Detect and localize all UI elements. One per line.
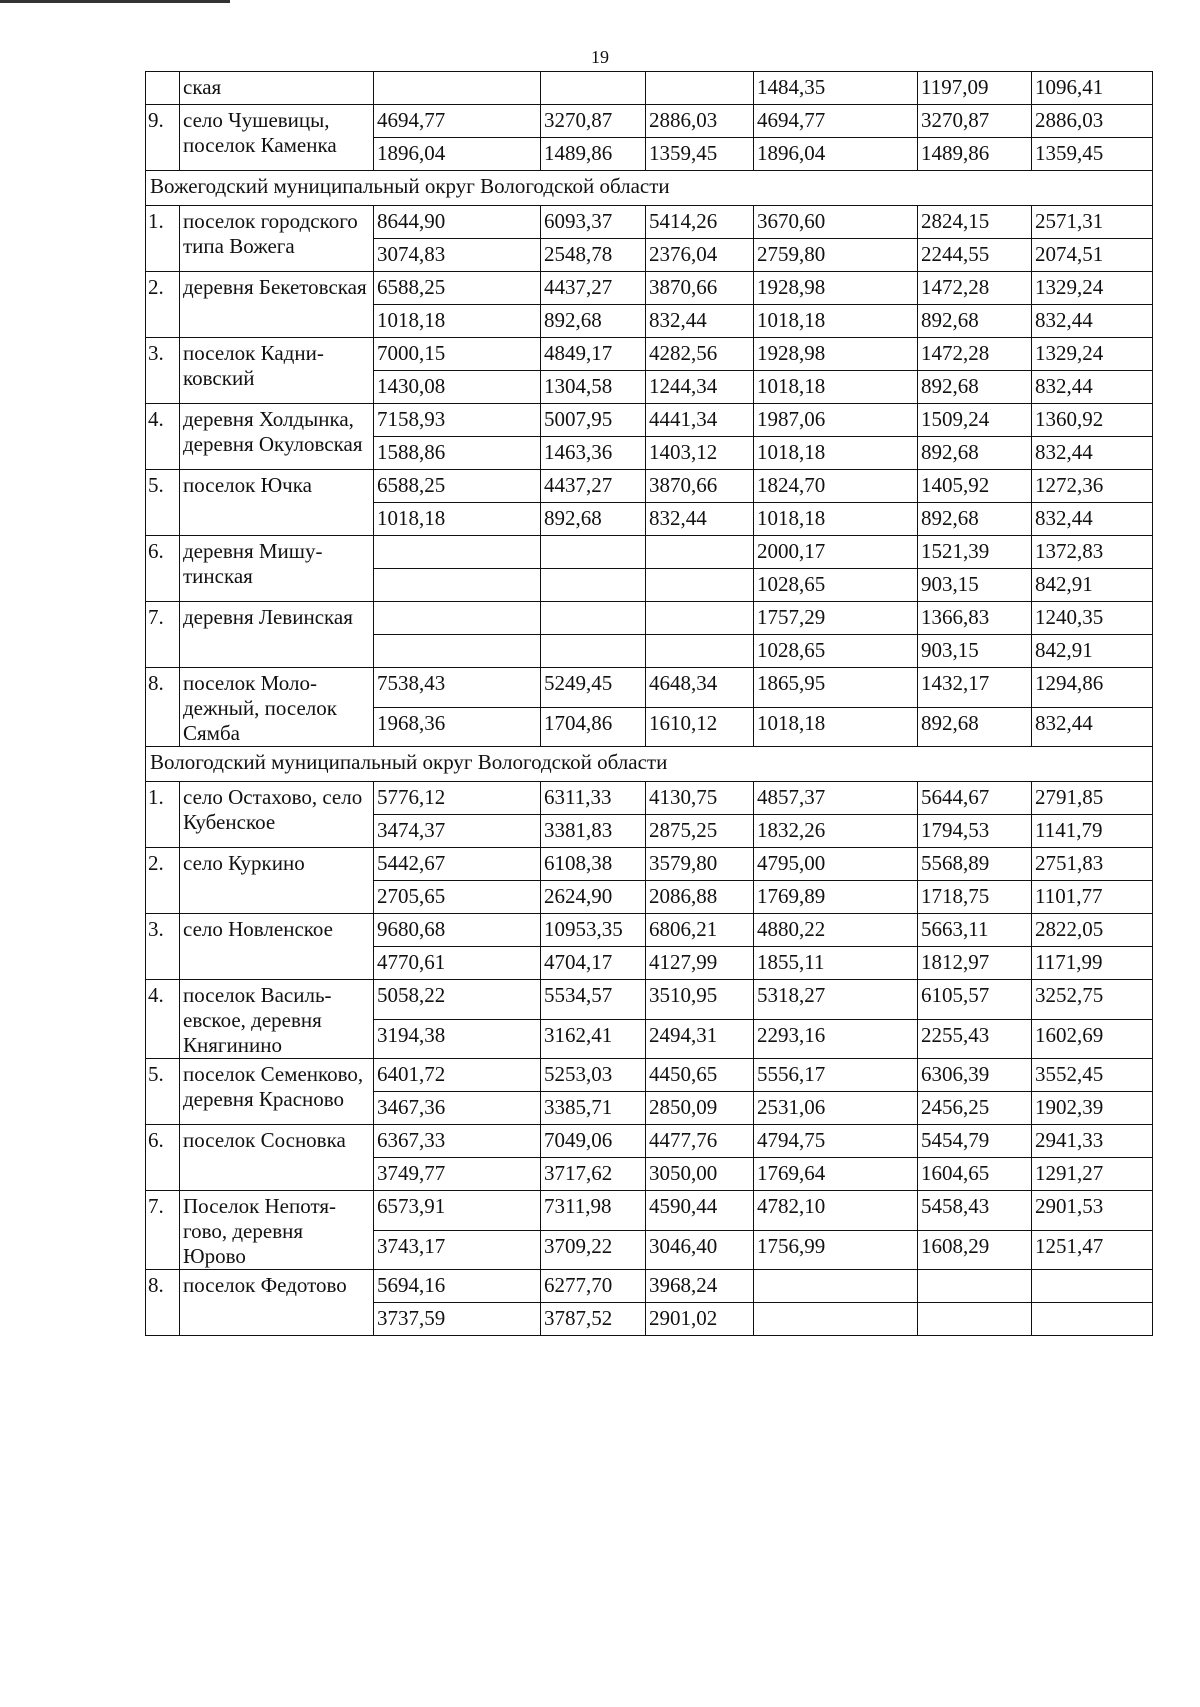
value-cell: 7311,98: [541, 1191, 646, 1231]
value-cell: 2705,65: [374, 881, 541, 914]
value-cell: 1794,53: [918, 815, 1032, 848]
settlement-name: поселок городского типа Вожега: [180, 206, 374, 272]
value-cell: 1812,97: [918, 947, 1032, 980]
value-cell: 3162,41: [541, 1019, 646, 1059]
value-cell: 1472,28: [918, 338, 1032, 371]
settlement-name: деревня Бекетовская: [180, 272, 374, 338]
value-cell: 2901,02: [646, 1303, 754, 1336]
value-cell: 3709,22: [541, 1230, 646, 1270]
value-cell: 1360,92: [1032, 404, 1153, 437]
value-cell: 1896,04: [754, 138, 918, 171]
value-cell: 4127,99: [646, 947, 754, 980]
value-cell: 3749,77: [374, 1158, 541, 1191]
value-cell: 832,44: [646, 503, 754, 536]
value-cell: 903,15: [918, 569, 1032, 602]
value-cell: 4130,75: [646, 782, 754, 815]
value-cell: 1832,26: [754, 815, 918, 848]
value-cell: 2244,55: [918, 239, 1032, 272]
value-cell: 2255,43: [918, 1019, 1032, 1059]
table-row: [146, 272, 1153, 305]
value-cell: 6588,25: [374, 272, 541, 305]
value-cell: 1240,35: [1032, 602, 1153, 635]
value-cell: 5058,22: [374, 980, 541, 1020]
value-cell: 4795,00: [754, 848, 918, 881]
value-cell: 3787,52: [541, 1303, 646, 1336]
value-cell: 1928,98: [754, 338, 918, 371]
value-cell: 5568,89: [918, 848, 1032, 881]
value-cell: 1272,36: [1032, 470, 1153, 503]
value-cell: 2000,17: [754, 536, 918, 569]
value-cell: 3968,24: [646, 1270, 754, 1303]
value-cell: 7538,43: [374, 668, 541, 708]
value-cell: 1018,18: [754, 305, 918, 338]
table-body: [146, 72, 1153, 1336]
value-cell: 1197,09: [918, 72, 1032, 105]
value-cell: 1359,45: [646, 138, 754, 171]
settlement-name: деревня Мишутинская: [180, 536, 374, 602]
value-cell: 1610,12: [646, 707, 754, 747]
value-cell: [374, 536, 541, 569]
value-cell: 832,44: [1032, 371, 1153, 404]
value-cell: [374, 569, 541, 602]
row-number: 1.: [146, 782, 180, 848]
value-cell: 1294,86: [1032, 668, 1153, 708]
value-cell: [918, 1270, 1032, 1303]
value-cell: [918, 1303, 1032, 1336]
settlement-name: поселок Семенково, деревня Красново: [180, 1059, 374, 1125]
value-cell: 3737,59: [374, 1303, 541, 1336]
value-cell: 1896,04: [374, 138, 541, 171]
value-cell: 1509,24: [918, 404, 1032, 437]
value-cell: 1028,65: [754, 635, 918, 668]
value-cell: 1521,39: [918, 536, 1032, 569]
value-cell: [646, 635, 754, 668]
value-cell: 3074,83: [374, 239, 541, 272]
value-cell: 1902,39: [1032, 1092, 1153, 1125]
settlement-name: деревня Холдынка, деревня Окуловская: [180, 404, 374, 470]
value-cell: 1769,89: [754, 881, 918, 914]
value-cell: 1018,18: [754, 503, 918, 536]
value-cell: [646, 72, 754, 105]
row-number: 4.: [146, 404, 180, 470]
value-cell: 903,15: [918, 635, 1032, 668]
value-cell: 3385,71: [541, 1092, 646, 1125]
value-cell: [541, 569, 646, 602]
table-row: [146, 1059, 1153, 1092]
value-cell: 5694,16: [374, 1270, 541, 1303]
value-cell: 1604,65: [918, 1158, 1032, 1191]
value-cell: 3743,17: [374, 1230, 541, 1270]
value-cell: 892,68: [918, 437, 1032, 470]
value-cell: 5556,17: [754, 1059, 918, 1092]
value-cell: [374, 72, 541, 105]
row-number: 2.: [146, 272, 180, 338]
value-cell: 1757,29: [754, 602, 918, 635]
value-cell: 1359,45: [1032, 138, 1153, 171]
value-cell: 1251,47: [1032, 1230, 1153, 1270]
value-cell: 3870,66: [646, 272, 754, 305]
value-cell: 4782,10: [754, 1191, 918, 1231]
value-cell: 4857,37: [754, 782, 918, 815]
value-cell: 1928,98: [754, 272, 918, 305]
value-cell: 3194,38: [374, 1019, 541, 1059]
value-cell: 3717,62: [541, 1158, 646, 1191]
row-number: 5.: [146, 470, 180, 536]
row-number: 2.: [146, 848, 180, 914]
value-cell: [541, 72, 646, 105]
value-cell: 2376,04: [646, 239, 754, 272]
value-cell: 3270,87: [541, 105, 646, 138]
value-cell: 1608,29: [918, 1230, 1032, 1270]
row-number: 9.: [146, 105, 180, 171]
row-number: 4.: [146, 980, 180, 1059]
section-row: [146, 171, 1153, 206]
value-cell: 6806,21: [646, 914, 754, 947]
table-row: [146, 470, 1153, 503]
value-cell: 1018,18: [374, 503, 541, 536]
value-cell: 2571,31: [1032, 206, 1153, 239]
value-cell: 6108,38: [541, 848, 646, 881]
table-row: [146, 848, 1153, 881]
table-row: [146, 338, 1153, 371]
value-cell: 832,44: [1032, 707, 1153, 747]
value-cell: 3474,37: [374, 815, 541, 848]
value-cell: 832,44: [1032, 437, 1153, 470]
value-cell: 892,68: [541, 503, 646, 536]
value-cell: 6093,37: [541, 206, 646, 239]
value-cell: [646, 569, 754, 602]
value-cell: 2875,25: [646, 815, 754, 848]
value-cell: 5458,43: [918, 1191, 1032, 1231]
value-cell: 6588,25: [374, 470, 541, 503]
value-cell: 1987,06: [754, 404, 918, 437]
value-cell: 892,68: [918, 305, 1032, 338]
value-cell: 1855,11: [754, 947, 918, 980]
value-cell: 832,44: [646, 305, 754, 338]
value-cell: 5253,03: [541, 1059, 646, 1092]
value-cell: 6105,57: [918, 980, 1032, 1020]
table-row: [146, 72, 1153, 105]
value-cell: 1244,34: [646, 371, 754, 404]
value-cell: 1704,86: [541, 707, 646, 747]
value-cell: [646, 536, 754, 569]
value-cell: 1430,08: [374, 371, 541, 404]
value-cell: [541, 536, 646, 569]
value-cell: 2456,25: [918, 1092, 1032, 1125]
value-cell: 1018,18: [754, 707, 918, 747]
value-cell: 8644,90: [374, 206, 541, 239]
value-cell: 842,91: [1032, 569, 1153, 602]
value-cell: 1489,86: [541, 138, 646, 171]
table-row: [146, 668, 1153, 708]
value-cell: 2824,15: [918, 206, 1032, 239]
value-cell: 6573,91: [374, 1191, 541, 1231]
value-cell: 6311,33: [541, 782, 646, 815]
value-cell: 5534,57: [541, 980, 646, 1020]
value-cell: 2074,51: [1032, 239, 1153, 272]
value-cell: 4880,22: [754, 914, 918, 947]
value-cell: [374, 602, 541, 635]
value-cell: 6401,72: [374, 1059, 541, 1092]
value-cell: 1101,77: [1032, 881, 1153, 914]
value-cell: 1028,65: [754, 569, 918, 602]
value-cell: 1018,18: [754, 437, 918, 470]
value-cell: 7158,93: [374, 404, 541, 437]
value-cell: 5318,27: [754, 980, 918, 1020]
value-cell: 1366,83: [918, 602, 1032, 635]
value-cell: 1489,86: [918, 138, 1032, 171]
value-cell: 1096,41: [1032, 72, 1153, 105]
settlement-name: поселок Молодежный, поселок Сямба: [180, 668, 374, 747]
value-cell: [541, 602, 646, 635]
value-cell: 4694,77: [374, 105, 541, 138]
value-cell: 2850,09: [646, 1092, 754, 1125]
value-cell: 892,68: [541, 305, 646, 338]
value-cell: 832,44: [1032, 305, 1153, 338]
value-cell: 4450,65: [646, 1059, 754, 1092]
value-cell: 2822,05: [1032, 914, 1153, 947]
value-cell: 5442,67: [374, 848, 541, 881]
value-cell: 1304,58: [541, 371, 646, 404]
row-number: 1.: [146, 206, 180, 272]
value-cell: 3552,45: [1032, 1059, 1153, 1092]
value-cell: 4437,27: [541, 272, 646, 305]
value-cell: 1432,17: [918, 668, 1032, 708]
value-cell: 842,91: [1032, 635, 1153, 668]
value-cell: 1472,28: [918, 272, 1032, 305]
value-cell: 4437,27: [541, 470, 646, 503]
row-number: 6.: [146, 1125, 180, 1191]
value-cell: 4704,17: [541, 947, 646, 980]
table-row: [146, 602, 1153, 635]
settlement-name: поселок Сосновка: [180, 1125, 374, 1191]
row-number: 7.: [146, 1191, 180, 1270]
value-cell: 5007,95: [541, 404, 646, 437]
table-row: [146, 1191, 1153, 1231]
value-cell: 1824,70: [754, 470, 918, 503]
value-cell: 1405,92: [918, 470, 1032, 503]
value-cell: [754, 1303, 918, 1336]
value-cell: 1718,75: [918, 881, 1032, 914]
value-cell: 2886,03: [1032, 105, 1153, 138]
settlement-name: село Куркино: [180, 848, 374, 914]
row-number: 3.: [146, 914, 180, 980]
value-cell: 10953,35: [541, 914, 646, 947]
value-cell: 5454,79: [918, 1125, 1032, 1158]
value-cell: [1032, 1270, 1153, 1303]
value-cell: 1865,95: [754, 668, 918, 708]
table-row: [146, 206, 1153, 239]
value-cell: 1403,12: [646, 437, 754, 470]
table-row: [146, 1270, 1153, 1303]
section-title: Вологодский муниципальный округ Вологодской области: [146, 747, 1153, 782]
row-number: 8.: [146, 1270, 180, 1336]
settlement-name: поселок Федотово: [180, 1270, 374, 1336]
value-cell: 4282,56: [646, 338, 754, 371]
value-cell: 4441,34: [646, 404, 754, 437]
value-cell: 5644,67: [918, 782, 1032, 815]
value-cell: 7000,15: [374, 338, 541, 371]
value-cell: 1372,83: [1032, 536, 1153, 569]
scan-artifact: [0, 0, 230, 3]
value-cell: 1329,24: [1032, 272, 1153, 305]
table-row: [146, 105, 1153, 138]
settlement-name: село Чушевицы, поселок Каменка: [180, 105, 374, 171]
value-cell: 892,68: [918, 707, 1032, 747]
settlement-name: поселок Кадниковский: [180, 338, 374, 404]
value-cell: 4648,34: [646, 668, 754, 708]
value-cell: 3579,80: [646, 848, 754, 881]
table-row: [146, 536, 1153, 569]
table-row: [146, 782, 1153, 815]
value-cell: 1141,79: [1032, 815, 1153, 848]
value-cell: 7049,06: [541, 1125, 646, 1158]
value-cell: [646, 602, 754, 635]
value-cell: 5249,45: [541, 668, 646, 708]
value-cell: 4849,17: [541, 338, 646, 371]
value-cell: 4770,61: [374, 947, 541, 980]
settlement-name: село Остахово, село Кубенское: [180, 782, 374, 848]
value-cell: 1968,36: [374, 707, 541, 747]
value-cell: 6277,70: [541, 1270, 646, 1303]
value-cell: 6306,39: [918, 1059, 1032, 1092]
value-cell: 2531,06: [754, 1092, 918, 1125]
value-cell: 1171,99: [1032, 947, 1153, 980]
table-row: [146, 1125, 1153, 1158]
value-cell: 1588,86: [374, 437, 541, 470]
value-cell: 4794,75: [754, 1125, 918, 1158]
value-cell: 5663,11: [918, 914, 1032, 947]
value-cell: 4477,76: [646, 1125, 754, 1158]
value-cell: 2548,78: [541, 239, 646, 272]
value-cell: 1018,18: [754, 371, 918, 404]
value-cell: 832,44: [1032, 503, 1153, 536]
table-row: [146, 404, 1153, 437]
settlement-name: село Новленское: [180, 914, 374, 980]
row-number: 6.: [146, 536, 180, 602]
value-cell: 9680,68: [374, 914, 541, 947]
row-number: 3.: [146, 338, 180, 404]
value-cell: 3270,87: [918, 105, 1032, 138]
table-row: [146, 980, 1153, 1020]
value-cell: 2293,16: [754, 1019, 918, 1059]
value-cell: 2751,83: [1032, 848, 1153, 881]
value-cell: 1484,35: [754, 72, 918, 105]
value-cell: 3381,83: [541, 815, 646, 848]
value-cell: 2791,85: [1032, 782, 1153, 815]
value-cell: 3870,66: [646, 470, 754, 503]
value-cell: 6367,33: [374, 1125, 541, 1158]
section-title: Вожегодский муниципальный округ Вологодской области: [146, 171, 1153, 206]
value-cell: 3252,75: [1032, 980, 1153, 1020]
value-cell: 1291,27: [1032, 1158, 1153, 1191]
value-cell: 2494,31: [646, 1019, 754, 1059]
settlement-name: деревня Левинская: [180, 602, 374, 668]
settlement-name: Поселок Непотягово, деревня Юрово: [180, 1191, 374, 1270]
tariff-table: [145, 71, 1153, 1336]
value-cell: [541, 635, 646, 668]
value-cell: 2624,90: [541, 881, 646, 914]
value-cell: 4694,77: [754, 105, 918, 138]
value-cell: 3670,60: [754, 206, 918, 239]
value-cell: 2759,80: [754, 239, 918, 272]
value-cell: 3467,36: [374, 1092, 541, 1125]
value-cell: 1018,18: [374, 305, 541, 338]
value-cell: 3510,95: [646, 980, 754, 1020]
value-cell: 892,68: [918, 371, 1032, 404]
value-cell: [754, 1270, 918, 1303]
value-cell: 2886,03: [646, 105, 754, 138]
value-cell: 4590,44: [646, 1191, 754, 1231]
value-cell: 2941,33: [1032, 1125, 1153, 1158]
value-cell: 1769,64: [754, 1158, 918, 1191]
section-row: [146, 747, 1153, 782]
value-cell: 892,68: [918, 503, 1032, 536]
value-cell: 2086,88: [646, 881, 754, 914]
row-number: [146, 72, 180, 105]
value-cell: 5776,12: [374, 782, 541, 815]
value-cell: 3050,00: [646, 1158, 754, 1191]
value-cell: 1463,36: [541, 437, 646, 470]
settlement-name: поселок Ючка: [180, 470, 374, 536]
settlement-name: ская: [180, 72, 374, 105]
value-cell: 1602,69: [1032, 1019, 1153, 1059]
row-number: 5.: [146, 1059, 180, 1125]
value-cell: 2901,53: [1032, 1191, 1153, 1231]
value-cell: [374, 635, 541, 668]
table-row: [146, 914, 1153, 947]
row-number: 7.: [146, 602, 180, 668]
settlement-name: поселок Васильевское, деревня Княгинино: [180, 980, 374, 1059]
value-cell: 3046,40: [646, 1230, 754, 1270]
value-cell: 1329,24: [1032, 338, 1153, 371]
page-number: 19: [591, 47, 609, 67]
value-cell: 5414,26: [646, 206, 754, 239]
row-number: 8.: [146, 668, 180, 747]
value-cell: [1032, 1303, 1153, 1336]
value-cell: 1756,99: [754, 1230, 918, 1270]
